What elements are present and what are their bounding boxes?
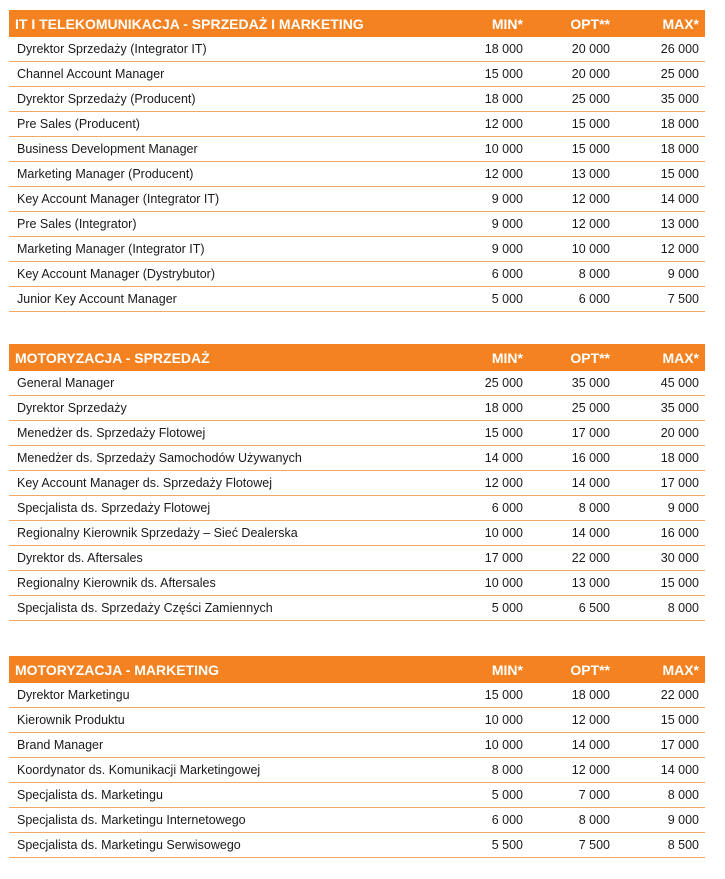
job-title-cell: Specjalista ds. Marketingu Internetowego (17, 813, 246, 827)
min-salary-cell: 15 000 (484, 688, 523, 702)
table-row (9, 62, 705, 87)
min-salary-cell: 12 000 (484, 476, 523, 490)
job-title-cell: Koordynator ds. Komunikacji Marketingowej (17, 763, 261, 777)
max-salary-cell: 14 000 (660, 763, 699, 777)
min-salary-cell: 5 000 (491, 292, 523, 306)
section-title: MOTORYZACJA - MARKETING (15, 661, 220, 678)
job-title-cell: General Manager (17, 376, 115, 390)
job-title-cell: Brand Manager (17, 738, 104, 752)
opt-salary-cell: 17 000 (571, 426, 610, 440)
job-title-cell: Pre Sales (Producent) (17, 117, 140, 131)
opt-salary-cell: 7 000 (578, 788, 610, 802)
opt-salary-cell: 7 500 (578, 838, 610, 852)
opt-salary-cell: 12 000 (571, 217, 610, 231)
opt-salary-cell: 10 000 (571, 242, 610, 256)
min-salary-cell: 12 000 (484, 167, 523, 181)
table-row (9, 596, 705, 621)
table-row (9, 783, 705, 808)
job-title-cell: Dyrektor Sprzedaży (17, 401, 127, 415)
min-salary-cell: 25 000 (484, 376, 523, 390)
table-row (9, 496, 705, 521)
min-salary-cell: 10 000 (484, 526, 523, 540)
opt-salary-cell: 20 000 (571, 42, 610, 56)
section-title: IT I TELEKOMUNIKACJA - SPRZEDAŻ I MARKETING (15, 15, 364, 32)
opt-salary-cell: 16 000 (571, 451, 610, 465)
job-title-cell: Marketing Manager (Producent) (17, 167, 194, 181)
min-salary-cell: 9 000 (491, 192, 523, 206)
max-salary-cell: 16 000 (660, 526, 699, 540)
min-salary-cell: 9 000 (491, 242, 523, 256)
min-salary-cell: 10 000 (484, 738, 523, 752)
max-salary-cell: 8 500 (667, 838, 699, 852)
section-it-telekomunikacja (9, 10, 705, 312)
max-salary-cell: 30 000 (660, 551, 699, 565)
min-salary-cell: 12 000 (484, 117, 523, 131)
job-title-cell: Pre Sales (Integrator) (17, 217, 137, 231)
table-row (9, 446, 705, 471)
opt-salary-cell: 13 000 (571, 576, 610, 590)
col-opt-header: OPT** (570, 350, 610, 366)
min-salary-cell: 18 000 (484, 42, 523, 56)
min-salary-cell: 10 000 (484, 142, 523, 156)
job-title-cell: Dyrektor ds. Aftersales (17, 551, 143, 565)
col-min-header: MIN* (491, 350, 523, 366)
max-salary-cell: 25 000 (660, 67, 699, 81)
min-salary-cell: 5 500 (491, 838, 523, 852)
table-row (9, 733, 705, 758)
col-min-header: MIN* (491, 16, 523, 32)
opt-salary-cell: 22 000 (571, 551, 610, 565)
opt-salary-cell: 25 000 (571, 92, 610, 106)
max-salary-cell: 9 000 (667, 813, 699, 827)
job-title-cell: Key Account Manager (Integrator IT) (17, 192, 220, 206)
min-salary-cell: 18 000 (484, 401, 523, 415)
table-row (9, 212, 705, 237)
table-row (9, 371, 705, 396)
opt-salary-cell: 12 000 (571, 192, 610, 206)
col-max-header: MAX* (662, 16, 699, 32)
opt-salary-cell: 8 000 (578, 501, 610, 515)
max-salary-cell: 35 000 (660, 92, 699, 106)
max-salary-cell: 15 000 (660, 576, 699, 590)
job-title-cell: Business Development Manager (17, 142, 198, 156)
min-salary-cell: 8 000 (491, 763, 523, 777)
table-row (9, 287, 705, 312)
job-title-cell: Channel Account Manager (17, 67, 165, 81)
max-salary-cell: 26 000 (660, 42, 699, 56)
section-title: MOTORYZACJA - SPRZEDAŻ (15, 349, 210, 366)
min-salary-cell: 10 000 (484, 576, 523, 590)
col-max-header: MAX* (662, 662, 699, 678)
min-salary-cell: 14 000 (484, 451, 523, 465)
opt-salary-cell: 35 000 (571, 376, 610, 390)
job-title-cell: Regionalny Kierownik ds. Aftersales (17, 576, 216, 590)
job-title-cell: Dyrektor Sprzedaży (Producent) (17, 92, 196, 106)
min-salary-cell: 15 000 (484, 426, 523, 440)
table-row (9, 137, 705, 162)
max-salary-cell: 8 000 (667, 601, 699, 615)
job-title-cell: Specjalista ds. Marketingu (17, 788, 163, 802)
job-title-cell: Specjalista ds. Marketingu Serwisowego (17, 838, 241, 852)
job-title-cell: Key Account Manager (Dystrybutor) (17, 267, 215, 281)
table-row (9, 546, 705, 571)
col-opt-header: OPT** (570, 16, 610, 32)
min-salary-cell: 6 000 (491, 813, 523, 827)
job-title-cell: Specjalista ds. Sprzedaży Flotowej (17, 501, 211, 515)
opt-salary-cell: 6 500 (578, 601, 610, 615)
job-title-cell: Kierownik Produktu (17, 713, 125, 727)
opt-salary-cell: 12 000 (571, 713, 610, 727)
max-salary-cell: 12 000 (660, 242, 699, 256)
opt-salary-cell: 12 000 (571, 763, 610, 777)
job-title-cell: Regionalny Kierownik Sprzedaży – Sieć Dealerska (17, 526, 298, 540)
section-header (9, 10, 705, 37)
opt-salary-cell: 25 000 (571, 401, 610, 415)
opt-salary-cell: 6 000 (578, 292, 610, 306)
min-salary-cell: 5 000 (491, 601, 523, 615)
min-salary-cell: 6 000 (491, 501, 523, 515)
section-motoryzacja-marketing (9, 656, 705, 858)
min-salary-cell: 18 000 (484, 92, 523, 106)
table-row (9, 421, 705, 446)
table-row (9, 162, 705, 187)
max-salary-cell: 15 000 (660, 713, 699, 727)
table-row (9, 37, 705, 62)
job-title-cell: Key Account Manager ds. Sprzedaży Flotowej (17, 476, 272, 490)
opt-salary-cell: 20 000 (571, 67, 610, 81)
min-salary-cell: 17 000 (484, 551, 523, 565)
section-header (9, 656, 705, 683)
job-title-cell: Marketing Manager (Integrator IT) (17, 242, 205, 256)
table-row (9, 808, 705, 833)
col-min-header: MIN* (491, 662, 523, 678)
table-row (9, 87, 705, 112)
opt-salary-cell: 8 000 (578, 813, 610, 827)
opt-salary-cell: 14 000 (571, 738, 610, 752)
max-salary-cell: 9 000 (667, 501, 699, 515)
table-row (9, 833, 705, 858)
table-row (9, 237, 705, 262)
max-salary-cell: 35 000 (660, 401, 699, 415)
job-title-cell: Dyrektor Marketingu (17, 688, 130, 702)
min-salary-cell: 15 000 (484, 67, 523, 81)
table-row (9, 112, 705, 137)
table-row (9, 521, 705, 546)
section-header (9, 344, 705, 371)
col-opt-header: OPT** (570, 662, 610, 678)
table-row (9, 396, 705, 421)
max-salary-cell: 15 000 (660, 167, 699, 181)
max-salary-cell: 17 000 (660, 738, 699, 752)
table-row (9, 471, 705, 496)
max-salary-cell: 14 000 (660, 192, 699, 206)
min-salary-cell: 5 000 (491, 788, 523, 802)
opt-salary-cell: 14 000 (571, 476, 610, 490)
table-row (9, 708, 705, 733)
max-salary-cell: 18 000 (660, 142, 699, 156)
max-salary-cell: 8 000 (667, 788, 699, 802)
max-salary-cell: 20 000 (660, 426, 699, 440)
job-title-cell: Menedżer ds. Sprzedaży Samochodów Używanych (17, 451, 302, 465)
min-salary-cell: 10 000 (484, 713, 523, 727)
opt-salary-cell: 15 000 (571, 142, 610, 156)
opt-salary-cell: 14 000 (571, 526, 610, 540)
table-row (9, 683, 705, 708)
opt-salary-cell: 15 000 (571, 117, 610, 131)
col-max-header: MAX* (662, 350, 699, 366)
section-motoryzacja-sprzedaz (9, 344, 705, 621)
max-salary-cell: 18 000 (660, 451, 699, 465)
max-salary-cell: 7 500 (667, 292, 699, 306)
table-row (9, 187, 705, 212)
job-title-cell: Specjalista ds. Sprzedaży Części Zamiennych (17, 601, 273, 615)
max-salary-cell: 22 000 (660, 688, 699, 702)
opt-salary-cell: 18 000 (571, 688, 610, 702)
max-salary-cell: 13 000 (660, 217, 699, 231)
max-salary-cell: 45 000 (660, 376, 699, 390)
max-salary-cell: 18 000 (660, 117, 699, 131)
max-salary-cell: 9 000 (667, 267, 699, 281)
min-salary-cell: 6 000 (491, 267, 523, 281)
opt-salary-cell: 8 000 (578, 267, 610, 281)
job-title-cell: Junior Key Account Manager (17, 292, 177, 306)
max-salary-cell: 17 000 (660, 476, 699, 490)
job-title-cell: Menedżer ds. Sprzedaży Flotowej (17, 426, 206, 440)
table-row (9, 571, 705, 596)
min-salary-cell: 9 000 (491, 217, 523, 231)
opt-salary-cell: 13 000 (571, 167, 610, 181)
table-row (9, 758, 705, 783)
table-row (9, 262, 705, 287)
job-title-cell: Dyrektor Sprzedaży (Integrator IT) (17, 42, 207, 56)
